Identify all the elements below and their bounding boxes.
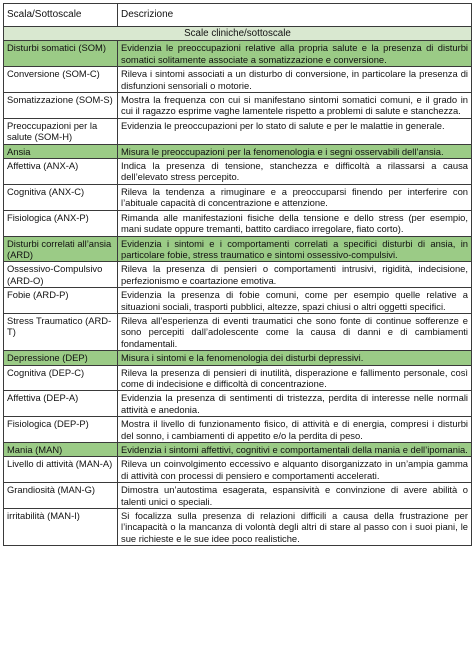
scale-name: Stress Traumatico (ARD-T) <box>4 313 118 350</box>
subscale-row <box>4 391 472 417</box>
scale-name: Affettiva (DEP-A) <box>4 391 118 417</box>
scale-name: Preoccupazioni per la salute (SOM-H) <box>4 118 118 144</box>
document-page <box>3 3 471 546</box>
subscale-row <box>4 184 472 210</box>
section-title: Scale cliniche/sottoscale <box>4 27 472 41</box>
subscale-row <box>4 509 472 546</box>
section-title-row <box>4 27 472 41</box>
scale-description: Evidenzia le preoccupazioni per lo stato di salute e per le malattie in generale. <box>118 118 472 144</box>
subscale-row <box>4 365 472 391</box>
subscale-row <box>4 159 472 185</box>
scale-row <box>4 351 472 365</box>
subscale-row <box>4 313 472 350</box>
scale-name: Grandiosità (MAN-G) <box>4 483 118 509</box>
scale-name: Livello di attività (MAN-A) <box>4 457 118 483</box>
subscale-row <box>4 118 472 144</box>
scale-row <box>4 236 472 262</box>
scale-row <box>4 144 472 158</box>
header-description: Descrizione <box>118 4 472 27</box>
scale-description: Rileva la presenza di pensieri di inutilità, disperazione e fallimento personale, così come di indecisione e difficoltà di concentrazione. <box>118 365 472 391</box>
scale-name: Ossessivo-Compulsivo (ARD-O) <box>4 262 118 288</box>
scale-description: Evidenzia i sintomi e i comportamenti correlati a specifici disturbi di ansia, in particolare fobie, stress traumatico e sintomi ossessivo-compulsivi. <box>118 236 472 262</box>
subscale-row <box>4 457 472 483</box>
scale-name: Cognitiva (ANX-C) <box>4 184 118 210</box>
scale-name: Fisiologica (DEP-P) <box>4 417 118 443</box>
scale-name: Mania (MAN) <box>4 443 118 457</box>
scale-description: Dimostra un’autostima esagerata, espansività e convinzione di avere abilità o talenti unici o speciali. <box>118 483 472 509</box>
table-header-row <box>4 4 472 27</box>
scale-name: Affettiva (ANX-A) <box>4 159 118 185</box>
scale-description: Rimanda alle manifestazioni fisiche della tensione e dello stress (per esempio, mani sudate oppure tremanti, battito cardiaco irregolare, fiato corto). <box>118 210 472 236</box>
scale-description: Indica la presenza di tensione, stanchezza e difficoltà a rilassarsi a causa dell’elevato stress percepito. <box>118 159 472 185</box>
scale-description: Rileva i sintomi associati a un disturbo di conversione, in particolare la presenza di disfunzioni sensoriali o motorie. <box>118 67 472 93</box>
scale-description: Mostra la frequenza con cui si manifestano sintomi somatici comuni, e il grado in cui il ragazzo esprime vaghe lamentele rispetto a problemi di salute e stanchezza. <box>118 93 472 119</box>
scale-name: Disturbi somatici (SOM) <box>4 41 118 67</box>
scale-description: Rileva all’esperienza di eventi traumatici che sono fonte di continue sofferenze e sono percepiti dall’adolescente come la causa di danni e di cambiamenti fondamentali. <box>118 313 472 350</box>
scale-row <box>4 443 472 457</box>
scale-name: Disturbi correlati all’ansia (ARD) <box>4 236 118 262</box>
scale-description: Rileva un coinvolgimento eccessivo e alquanto disorganizzato in un’ampia gamma di attività con processi di pensiero e comportamenti accelerati. <box>118 457 472 483</box>
scale-description: Mostra il livello di funzionamento fisico, di attività e di energia, compresi i disturbi del sonno, i cambiamenti di appetito e/o la perdita di peso. <box>118 417 472 443</box>
scale-name: Ansia <box>4 144 118 158</box>
scale-description: Evidenzia le preoccupazioni relative alla propria salute e la presenza di disturbi somatici solitamente associate a somatizzazione e conversione. <box>118 41 472 67</box>
scale-name: Conversione (SOM-C) <box>4 67 118 93</box>
subscale-row <box>4 210 472 236</box>
subscale-row <box>4 483 472 509</box>
scale-name: irritabilità (MAN-I) <box>4 509 118 546</box>
scale-name: Cognitiva (DEP-C) <box>4 365 118 391</box>
scale-description: Rileva la tendenza a rimuginare e a preoccuparsi finendo per interferire con l’abituale capacità di concentrazione e attenzione. <box>118 184 472 210</box>
scales-table <box>3 3 472 546</box>
header-scale: Scala/Sottoscale <box>4 4 118 27</box>
subscale-row <box>4 262 472 288</box>
subscale-row <box>4 67 472 93</box>
scale-description: Si focalizza sulla presenza di relazioni difficili a causa della frustrazione per l’incapacità o la mancanza di volontà degli altri di stare al passo con i suoi piani, le sue richieste e le sue idee poco realistiche. <box>118 509 472 546</box>
scale-description: Misura le preoccupazioni per la fenomenologia e i segni osservabili dell’ansia. <box>118 144 472 158</box>
subscale-row <box>4 93 472 119</box>
scale-name: Somatizzazione (SOM-S) <box>4 93 118 119</box>
scale-description: Evidenzia la presenza di fobie comuni, come per esempio quelle relative a situazioni sociali, trasporti pubblici, altezze, spazi chiusi o altri oggetti specifici. <box>118 288 472 314</box>
scale-description: Evidenzia i sintomi affettivi, cognitivi e comportamentali della mania e dell’ipomania. <box>118 443 472 457</box>
scale-description: Rileva la presenza di pensieri o comportamenti intrusivi, rigidità, indecisione, perfezionismo e coartazione emotiva. <box>118 262 472 288</box>
scale-row <box>4 41 472 67</box>
scale-name: Depressione (DEP) <box>4 351 118 365</box>
scale-description: Evidenzia la presenza di sentimenti di tristezza, perdita di interesse nelle normali attività e anedonia. <box>118 391 472 417</box>
scale-name: Fisiologica (ANX-P) <box>4 210 118 236</box>
scale-description: Misura i sintomi e la fenomenologia dei disturbi depressivi. <box>118 351 472 365</box>
scale-name: Fobie (ARD-P) <box>4 288 118 314</box>
subscale-row <box>4 417 472 443</box>
subscale-row <box>4 288 472 314</box>
